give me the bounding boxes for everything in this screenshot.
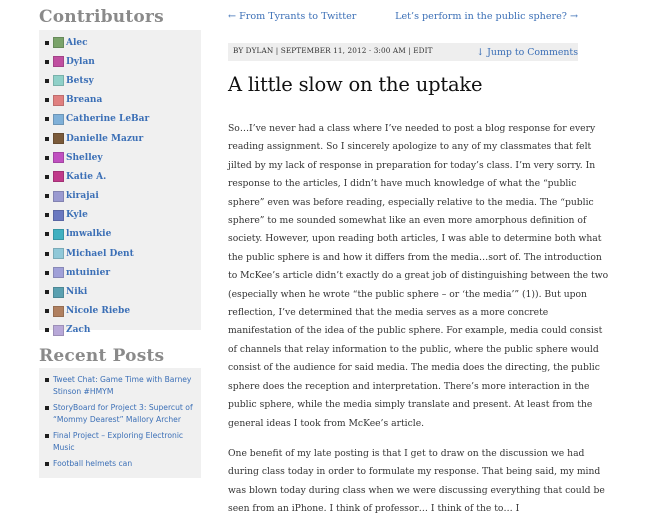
paragraph-line: reflection, I’ve determined that the media serves as a more concrete [228,307,549,319]
contributor-item[interactable] [45,225,149,244]
contributor-item[interactable] [45,244,149,263]
contributors-list [45,33,149,340]
contributor-link[interactable]: Katie A. [66,171,107,182]
recent-post-link[interactable]: Football helmets can [53,459,133,468]
contributor-item[interactable] [45,91,149,110]
contributor-link[interactable]: Kyle [66,210,88,221]
contributor-item[interactable] [45,110,149,129]
recent-post-item[interactable] [45,430,197,453]
recent-posts-widget [39,368,201,478]
post-paragraph [228,120,609,433]
avatar-icon [53,325,64,336]
contributor-item[interactable] [45,282,149,301]
contributor-link[interactable]: Breana [66,95,103,106]
contributor-link[interactable]: Dylan [66,56,95,67]
recent-post-item[interactable] [45,374,197,397]
paragraph-line: public sphere, while the media simply translate and present. At least from the [228,399,593,411]
recent-post-link[interactable]: Final Project – Exploring Electronic Music [53,431,184,452]
contributor-link[interactable]: Catherine LeBar [66,114,150,125]
contributor-item[interactable] [45,321,149,340]
contributor-link[interactable]: mtuinier [66,267,111,278]
paragraph-line: sphere” even was before reading, especially relative to the media. The “public [228,196,594,208]
paragraph-line: consist of the audience for said media. The media does the directing, the public [228,362,600,374]
bullet-icon [45,309,49,313]
bullet-icon [45,378,49,382]
bullet-icon [45,79,49,83]
bullet-icon [45,462,49,466]
paragraph-line: response to the articles, I didn’t have much knowledge of what the “public [228,178,577,190]
avatar-icon [53,210,64,221]
contributor-link[interactable]: Zach [66,325,91,336]
avatar-icon [53,95,64,106]
avatar-icon [53,248,64,259]
bullet-icon [45,194,49,198]
contributors-widget [39,30,201,336]
bullet-icon [45,98,49,102]
bullet-icon [45,41,49,45]
avatar-icon [53,56,64,67]
contributors-title: Contributors [39,7,164,27]
contributor-link[interactable]: Shelley [66,152,103,163]
contributor-item[interactable] [45,129,149,148]
paragraph-line: the public sphere is and how it differs from the media…sort of. The introduction [228,251,602,263]
paragraph-line: One benefit of my late posting is that I get to draw on the discussion we had [228,447,585,459]
bullet-icon [45,60,49,64]
avatar-icon [53,171,64,182]
paragraph-line: society. However, upon reading both articles, I was able to determine both what [228,233,602,245]
bullet-icon [45,175,49,179]
paragraph-line: general ideas I took from McKee’s article. [228,417,425,429]
post-navigation [228,11,578,25]
recent-posts-title: Recent Posts [39,346,165,366]
recent-post-link[interactable]: StoryBoard for Project 3: Supercut of “Mommy Dearest” Mallory Archer [53,403,193,424]
jump-to-comments-link[interactable]: ↓ Jump to Comments [476,47,578,58]
contributor-link[interactable]: lmwalkie [66,229,112,240]
contributor-item[interactable] [45,167,149,186]
avatar-icon [53,267,64,278]
paragraph-line: reading assignment. So I sincerely apologize to any of my classmates that felt [228,141,592,153]
contributor-item[interactable] [45,33,149,52]
bullet-icon [45,252,49,256]
bullet-icon [45,328,49,332]
contributor-item[interactable] [45,52,149,71]
bullet-icon [45,271,49,275]
contributor-item[interactable] [45,263,149,282]
post-title: A little slow on the uptake [228,73,483,96]
post-paragraph [228,445,605,519]
bullet-icon [45,232,49,236]
bullet-icon [45,137,49,141]
contributor-item[interactable] [45,302,149,321]
paragraph-line: of channels that relay information to the public, where the public sphere would [228,343,599,355]
bullet-icon [45,434,49,438]
recent-posts-list [45,374,197,475]
recent-post-item[interactable] [45,458,197,470]
contributor-link[interactable]: kirajai [66,191,99,202]
paragraph-line: (especially when he wrote “the public sphere – or ‘the media’” (1)). But upon [228,288,587,300]
paragraph-line: sphere does the reception and interpretation. There’s more interaction in the [228,380,590,392]
contributor-link[interactable]: Danielle Mazur [66,133,144,144]
avatar-icon [53,191,64,202]
bullet-icon [45,290,49,294]
next-post-link[interactable]: Let’s perform in the public sphere? → [395,11,578,22]
paragraph-line: So…I’ve never had a class where I’ve needed to post a blog response for every [228,123,596,134]
post-meta: BY DYLAN | SEPTEMBER 11, 2012 · 3:00 AM | EDIT [233,46,433,55]
avatar-icon [53,37,64,48]
recent-post-item[interactable] [45,402,197,425]
avatar-icon [53,133,64,144]
avatar-icon [53,114,64,125]
contributor-item[interactable] [45,206,149,225]
paragraph-line: to McKee’s article didn’t exactly do a great job of distinguishing between the two [228,270,609,282]
contributor-item[interactable] [45,148,149,167]
avatar-icon [53,229,64,240]
avatar-icon [53,306,64,317]
paragraph-line: jilted by my lack of response in preparation for today’s class. I’m very sorry. In [228,159,596,171]
paragraph-line: during class today in order to formulate my response. That being said, my mind [228,466,601,478]
contributor-link[interactable]: Alec [66,37,88,48]
recent-post-link[interactable]: Tweet Chat: Game Time with Barney Stinson #HMYM [53,375,192,396]
paragraph-line: manifestation of the idea of the public sphere. For example, media could consist [228,325,603,337]
bullet-icon [45,156,49,160]
contributor-link[interactable]: Nicole Riebe [66,306,131,317]
contributor-item[interactable] [45,71,149,90]
paragraph-line: was blown today during class when we were discussing everything that could be [228,484,605,496]
bullet-icon [45,213,49,217]
bullet-icon [45,117,49,121]
avatar-icon [53,152,64,163]
contributor-link[interactable]: Michael Dent [66,248,134,259]
previous-post-link[interactable]: ← From Tyrants to Twitter [228,11,357,22]
contributor-link[interactable]: Betsy [66,75,94,86]
paragraph-line: sphere” to me sounded somewhat like an even more amorphous definition of [228,215,587,227]
contributor-item[interactable] [45,187,149,206]
avatar-icon [53,287,64,298]
paragraph-line: seen from an iPhone. I think of professor… I think of the to… I [228,503,520,515]
contributor-link[interactable]: Niki [66,287,88,298]
avatar-icon [53,75,64,86]
bullet-icon [45,406,49,410]
